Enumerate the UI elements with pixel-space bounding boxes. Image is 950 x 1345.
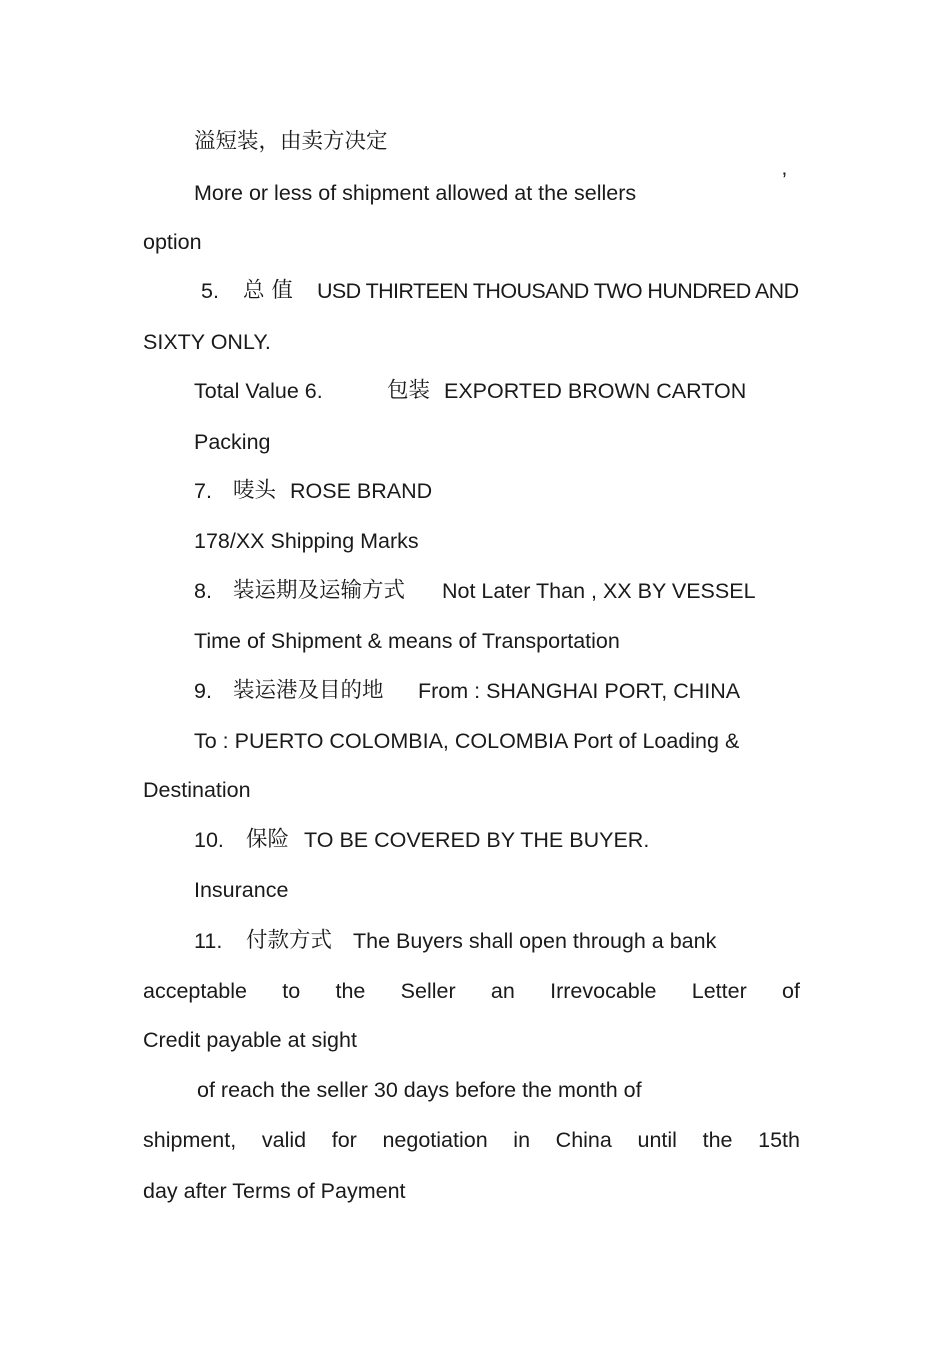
word: acceptable: [143, 979, 247, 1003]
word: in: [513, 1128, 531, 1152]
text-line-reach-seller: of reach the seller 30 days before the month of: [197, 1078, 642, 1102]
clause-title-time-of-shipment: 装运期及运输方式: [233, 578, 406, 603]
label-time-of-shipment: Time of Shipment & means of Transportation: [194, 629, 620, 653]
clause-number-10: 10.: [194, 828, 224, 852]
clause-number-7: 7.: [194, 479, 212, 503]
text-line-option: option: [143, 230, 202, 254]
word: the: [335, 979, 366, 1003]
text-line-more-or-less: More or less of shipment allowed at the sellers: [194, 181, 637, 205]
label-total-value: Total Value 6.: [194, 379, 323, 403]
word: to: [282, 979, 301, 1003]
packing-value: EXPORTED BROWN CARTON: [444, 379, 747, 403]
word: until: [637, 1128, 677, 1152]
word: China: [555, 1128, 612, 1152]
word: of: [782, 979, 800, 1003]
clause-number-9: 9.: [194, 679, 212, 703]
label-packing: Packing: [194, 430, 271, 454]
text-line-overfill-clause: 溢短装，由卖方决定: [194, 129, 388, 154]
clause-title-payment: 付款方式: [246, 928, 333, 953]
clause-number-11: 11.: [194, 929, 223, 953]
time-of-shipment-value: Not Later Than , XX BY VESSEL: [442, 579, 756, 603]
clause-title-insurance: 保险: [246, 827, 290, 852]
text-line-destination: Destination: [143, 778, 251, 802]
word: negotiation: [382, 1128, 488, 1152]
apostrophe-mark: ’: [782, 168, 787, 192]
port-of-destination-value: To : PUERTO COLOMBIA, COLOMBIA Port of Loading &: [194, 729, 740, 753]
port-of-loading-value: From : SHANGHAI PORT, CHINA: [418, 679, 741, 703]
word: for: [331, 1128, 357, 1152]
text-line-credit-payable: Credit payable at sight: [143, 1028, 357, 1052]
word: shipment,: [143, 1128, 237, 1152]
total-value-amount: USD THIRTEEN THOUSAND TWO HUNDRED AND: [317, 279, 799, 303]
justified-line-shipment-valid: [143, 1130, 800, 1152]
label-insurance: Insurance: [194, 878, 289, 902]
word: Irrevocable: [550, 979, 657, 1003]
text-line-sixty-only: SIXTY ONLY.: [143, 330, 271, 354]
shipping-marks-value: ROSE BRAND: [290, 479, 433, 503]
clause-number-8: 8.: [194, 579, 212, 603]
payment-terms-text: The Buyers shall open through a bank: [353, 929, 717, 953]
word: Letter: [691, 979, 747, 1003]
clause-title-packing: 包装: [387, 378, 431, 403]
clause-number-5: 5.: [201, 279, 219, 303]
word: 15th: [758, 1128, 800, 1152]
clause-title-total-value: 总 值: [243, 278, 293, 303]
text-line-terms-of-payment: day after Terms of Payment: [143, 1179, 406, 1203]
word: the: [702, 1128, 733, 1152]
clause-title-ports: 装运港及目的地: [233, 678, 384, 703]
word: an: [490, 979, 515, 1003]
word: Seller: [400, 979, 456, 1003]
insurance-value: TO BE COVERED BY THE BUYER.: [304, 828, 650, 852]
word: valid: [261, 1128, 307, 1152]
justified-line-acceptable: [143, 981, 800, 1003]
clause-title-shipping-marks: 唛头: [233, 478, 277, 503]
label-shipping-marks: 178/XX Shipping Marks: [194, 529, 419, 553]
